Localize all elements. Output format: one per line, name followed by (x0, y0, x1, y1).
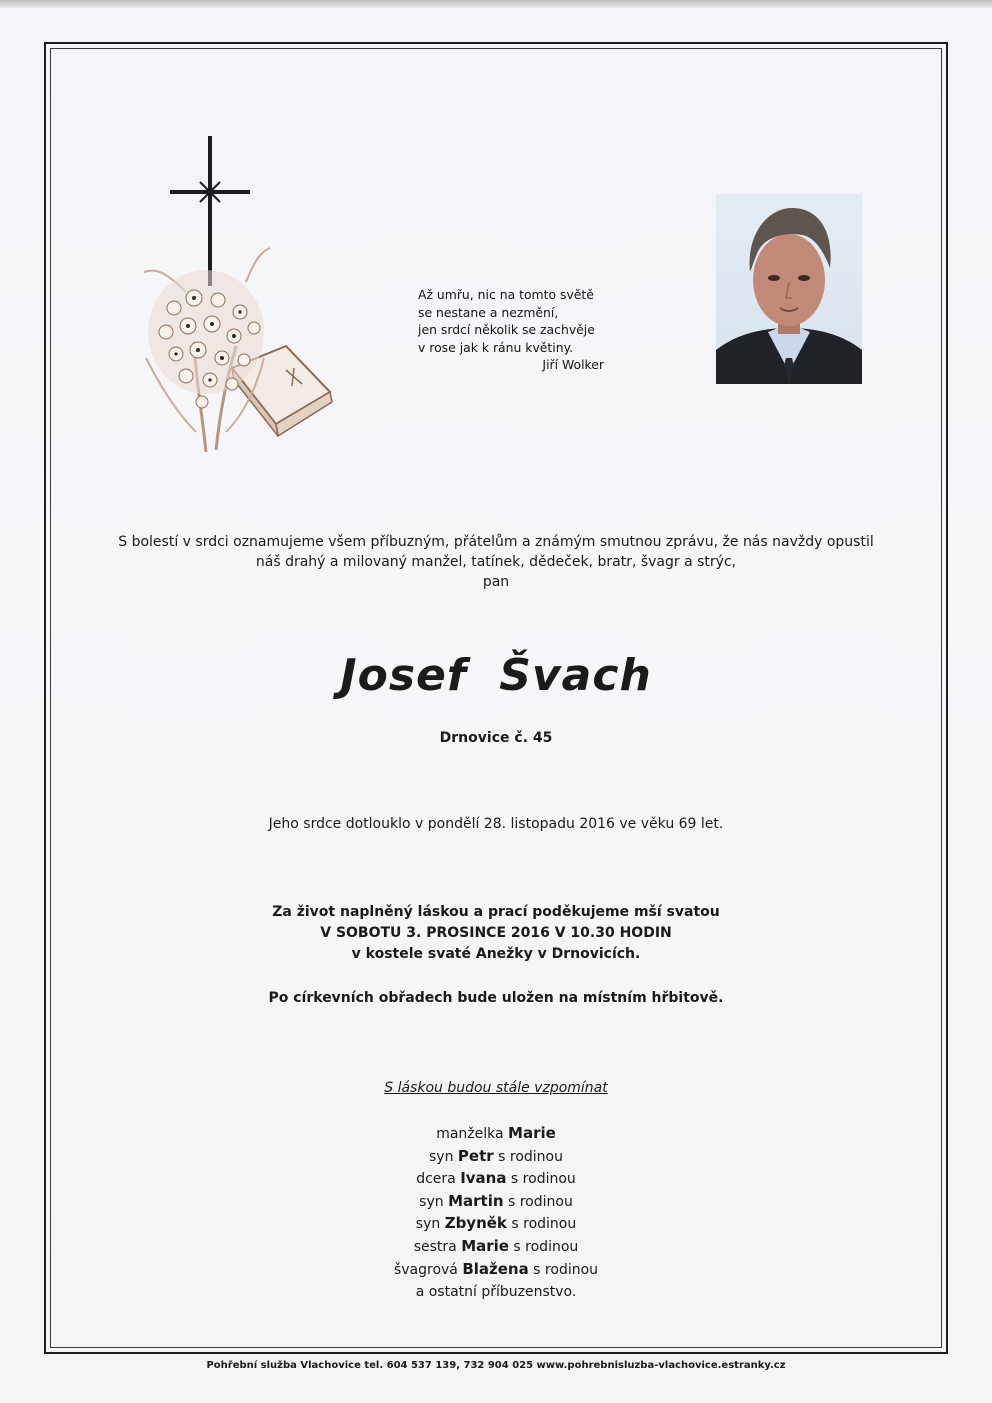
flower-bouquet-icon (144, 248, 270, 452)
mourner-relation: sestra (413, 1238, 462, 1255)
mourners-list (60, 1123, 932, 1304)
mourner-relation: syn (419, 1193, 449, 1210)
deceased-address: Drnovice č. 45 (439, 730, 553, 746)
funeral-service-footer: Pohřební služba Vlachovice tel. 604 537 139, 732 904 025 www.pohrebnisluzba-vlachovice.estranky.cz (206, 1360, 786, 1371)
poem-line: v rose jak k ránu květiny. (418, 339, 574, 355)
mourner-entry (60, 1168, 932, 1191)
mourner-relation: a ostatní příbuzenstvo. (415, 1284, 577, 1301)
mourner-relation: dcera (416, 1171, 461, 1188)
mourner-name: Petr (457, 1146, 494, 1165)
mourner-name: Ivana (460, 1169, 507, 1188)
mourner-entry (60, 1191, 932, 1214)
mourner-name: Marie (508, 1124, 556, 1142)
poem-line: se nestane a nezmění, (418, 304, 559, 320)
deceased-name: Josef Švach (340, 650, 652, 701)
funeral-line: Za život naplněný láskou a prací poděkujeme mší svatou (272, 904, 720, 920)
mourner-entry (60, 1146, 932, 1169)
burial-notice: Po církevních obřadech bude uložen na místním hřbitově. (268, 990, 724, 1006)
mourner-suffix: s rodinou (503, 1193, 573, 1210)
poem-line: Až umřu, nic na tomto světě (418, 287, 594, 302)
mourner-entry (60, 1281, 932, 1304)
mourner-suffix: s rodinou (508, 1238, 579, 1255)
intro-line: S bolestí v srdci oznamujeme všem příbuzným, přátelům a známým smutnou zprávu, že nás navždy opustil (118, 534, 874, 550)
mourner-entry (60, 1123, 932, 1146)
funeral-line: v kostele svaté Anežky v Drnovicích. (351, 946, 641, 962)
mourner-entry (60, 1213, 932, 1236)
mourner-name: Martin (448, 1191, 504, 1210)
mourner-suffix: s rodinou (528, 1261, 599, 1278)
cross-flowers-illustration (136, 132, 336, 462)
intro-line: náš drahý a milovaný manžel, tatínek, dědeček, bratr, švagr a strýc, (255, 554, 737, 570)
mourner-relation: švagrová (393, 1261, 463, 1278)
mourner-entry (60, 1236, 932, 1259)
scan-top-edge (0, 0, 992, 8)
portrait-photo (716, 194, 862, 384)
mourner-suffix: s rodinou (506, 1171, 576, 1188)
mourner-entry (60, 1259, 932, 1282)
funeral-info (60, 902, 932, 965)
poem-line: jen srdcí několik se zachvěje (418, 322, 595, 337)
mourners-heading: S láskou budou stále vzpomínat (384, 1080, 608, 1096)
funeral-line: V SOBOTU 3. PROSINCE 2016 V 10.30 HODIN (320, 925, 672, 941)
mourner-name: Marie (461, 1236, 509, 1255)
mourner-suffix: s rodinou (506, 1216, 577, 1233)
mourner-name: Blažena (462, 1259, 529, 1278)
poem (418, 286, 618, 374)
death-notice: Jeho srdce dotlouklo v pondělí 28. listopadu 2016 ve věku 69 let. (268, 816, 724, 832)
mourner-suffix: s rodinou (493, 1148, 563, 1165)
mourner-relation: manželka (436, 1126, 509, 1142)
mourner-relation: syn (415, 1216, 445, 1233)
cross-icon (170, 136, 250, 286)
announcement-intro (60, 532, 932, 592)
mourner-relation: syn (429, 1148, 458, 1165)
mourner-name: Zbyněk (444, 1214, 507, 1233)
poem-author: Jiří Wolker (542, 357, 604, 372)
intro-line: pan (482, 574, 510, 590)
